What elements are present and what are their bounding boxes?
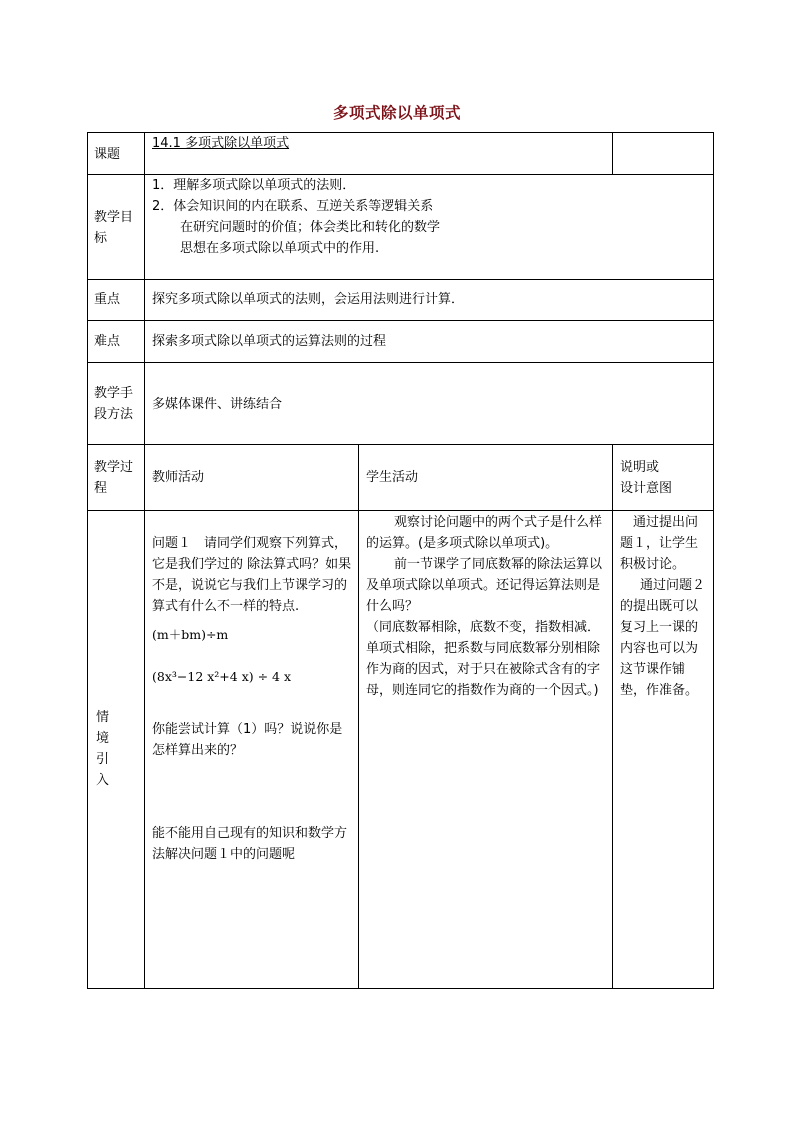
topic-label: 课题 bbox=[94, 147, 121, 162]
goal-line-1: 1．理解多项式除以单项式的法则． bbox=[152, 178, 356, 193]
methods-label-line1: 教学手 bbox=[94, 386, 134, 401]
row-divider bbox=[87, 174, 714, 175]
row-divider bbox=[87, 320, 714, 321]
goal-line-4: 思想在多项式除以单项式中的作用. bbox=[180, 241, 380, 256]
row-divider bbox=[87, 279, 714, 280]
column-divider bbox=[144, 132, 145, 989]
row-divider bbox=[87, 510, 714, 511]
teacher-question-2: 你能尝试计算（1）吗？说说你是怎样算出来的？ bbox=[152, 722, 343, 758]
intro-label-char3: 引 bbox=[96, 752, 110, 767]
column-divider bbox=[612, 444, 613, 989]
goal-label-line1: 教学目 bbox=[94, 210, 134, 225]
process-label-line2: 程 bbox=[94, 481, 108, 496]
note-paragraph-1: 通过提出问题１，让学生积极讨论。 bbox=[620, 515, 699, 572]
row-divider bbox=[87, 362, 714, 363]
column-divider bbox=[358, 444, 359, 989]
goal-label-line2: 标 bbox=[94, 231, 108, 246]
student-activity-header: 学生活动 bbox=[366, 470, 419, 485]
difficulty-label: 难点 bbox=[94, 334, 121, 349]
note-paragraph-2: 通过问题２的提出既可以复习上一课的内容也可以为这节课作铺垫，作准备。 bbox=[620, 578, 706, 698]
teacher-question-1: 问题１ 请同学们观察下列算式，它是我们学过的 除法算式吗？如果不是，说说它与我们上节课学习的算式有什么不一样的特点. bbox=[152, 536, 352, 614]
key-point-label: 重点 bbox=[94, 292, 121, 307]
teacher-activity-header: 教师活动 bbox=[152, 470, 205, 485]
difficulty-value: 探索多项式除以单项式的运算法则的过程 bbox=[152, 334, 387, 349]
formula-1: (m＋bm)÷m bbox=[152, 627, 229, 642]
document-title: 多项式除以单项式 bbox=[332, 103, 461, 122]
intro-label-char2: 境 bbox=[96, 731, 110, 746]
note-header-line2: 设计意图 bbox=[620, 481, 673, 496]
row-divider bbox=[87, 444, 714, 445]
student-activity-3: （同底数幂相除，底数不变，指数相减．单项式相除，把系数与同底数幂分别相除作为商的因式，对于只在被除式含有的字母，则连同它的指数作为商的一个因式。) bbox=[366, 620, 601, 698]
goal-line-3: 在研究问题时的价值；体会类比和转化的数学 bbox=[180, 220, 441, 235]
student-activity-2: 前一节课学了同底数幂的除法运算以及单项式除以单项式。还记得运算法则是什么吗？ bbox=[366, 557, 603, 614]
key-point-value: 探究多项式除以单项式的法则，会运用法则进行计算． bbox=[152, 292, 465, 307]
note-header-line1: 说明或 bbox=[620, 460, 660, 475]
topic-value: 14.1 多项式除以单项式 bbox=[152, 136, 290, 151]
formula-2: (8x³−12 x²+4 x) ÷ 4 x bbox=[152, 669, 292, 684]
methods-value: 多媒体课件、讲练结合 bbox=[152, 397, 283, 412]
goal-line-2: 2．体会知识间的内在联系、互逆关系等逻辑关系 bbox=[152, 199, 434, 214]
intro-label-char1: 情 bbox=[96, 710, 110, 725]
teacher-question-3: 能不能用自己现有的知识和数学方法解决问题１中的问题呢 bbox=[152, 826, 348, 862]
student-activity-1: 观察讨论问题中的两个式子是什么样的运算。(是多项式除以单项式)。 bbox=[366, 515, 603, 551]
intro-label-char4: 入 bbox=[96, 773, 110, 788]
methods-label-line2: 段方法 bbox=[94, 407, 134, 422]
process-label-line1: 教学过 bbox=[94, 460, 134, 475]
column-divider bbox=[612, 132, 613, 175]
